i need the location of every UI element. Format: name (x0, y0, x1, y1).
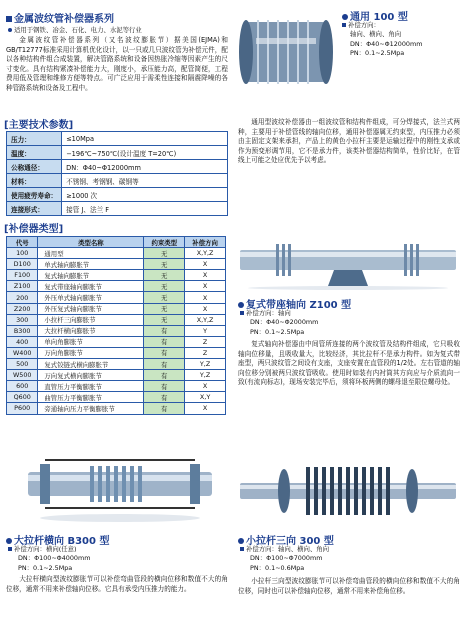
tech-value: ≤10Mpa (62, 132, 228, 146)
constraint-type: 有 (144, 381, 185, 392)
types-row (7, 381, 226, 392)
constraint-type: 有 (144, 336, 185, 347)
tech-row (7, 132, 228, 146)
types-table (6, 236, 226, 415)
type-name: 复式铰链式横向膨胀节 (38, 359, 144, 370)
type-code: 400 (7, 336, 38, 347)
b300-body: 大拉杆横向型波纹膨胀节可以补偿弯曲管段的横向位移和数值不大的角位移，通常不用来补偿轴向位移。它具有承受内压推力的能力。 (6, 575, 228, 593)
general-title: 通用 100 型 (342, 8, 408, 23)
types-column-header: 约束类型 (144, 237, 185, 248)
compensation-direction: X,Y (185, 392, 226, 403)
type-name: 通用型 (38, 248, 144, 259)
types-row (7, 314, 226, 325)
intro-title: 金属波纹管补偿器系列 (6, 10, 114, 25)
constraint-type: 无 (144, 270, 185, 281)
compensation-direction: X,Y,Z (185, 248, 226, 259)
types-row (7, 347, 226, 358)
tech-key: 材料： (7, 174, 62, 188)
type-name: 外压复式轴向膨胀节 (38, 303, 144, 314)
compensation-direction: X (185, 292, 226, 303)
type-code: Z200 (7, 303, 38, 314)
general-product-image (236, 8, 336, 96)
type-code: 200 (7, 292, 38, 303)
types-column-header: 代号 (7, 237, 38, 248)
types-column-header: 补偿方向 (185, 237, 226, 248)
tech-table (6, 131, 228, 216)
tech-key: 使用疲劳寿命： (7, 188, 62, 202)
constraint-type: 有 (144, 403, 185, 414)
types-row (7, 259, 226, 270)
tech-key: 温度： (7, 146, 62, 160)
bullet-icon (342, 23, 346, 27)
z100-product-image (236, 238, 460, 290)
compensation-direction: X (185, 303, 226, 314)
z100-specs: 补偿方向：轴向 DN：Φ40~Φ2000mm PN：0.1~2.5Mpa (240, 309, 460, 337)
constraint-type: 有 (144, 347, 185, 358)
type-name: 曲管压力平衡膨胀节 (38, 392, 144, 403)
type-code: W400 (7, 347, 38, 358)
b300-title: 大拉杆横向 B300 型 (6, 532, 109, 547)
types-row (7, 336, 226, 347)
s300-body: 小拉杆三向型波纹膨胀节可以补偿弯曲管段的横向位移和数值不大的角位移，同时也可以补偿轴向位移，通常不用来补偿角位移。 (238, 577, 460, 595)
types-row (7, 270, 226, 281)
types-row (7, 359, 226, 370)
type-code: 100 (7, 248, 38, 259)
tech-value: 接管 J、法兰 F (62, 202, 228, 216)
types-row (7, 281, 226, 292)
type-code: 300 (7, 314, 38, 325)
types-row (7, 392, 226, 403)
types-heading: [补偿器类型] (4, 224, 64, 235)
bullet-icon (238, 538, 244, 544)
constraint-type: 无 (144, 248, 185, 259)
tech-key: 公称通径： (7, 160, 62, 174)
type-code: Z100 (7, 281, 38, 292)
compensation-direction: X (185, 403, 226, 414)
compensation-direction: Y,Z (185, 370, 226, 381)
compensation-direction: X (185, 259, 226, 270)
bullet-icon (240, 547, 244, 551)
type-name: 旁通轴向压力平衡膨胀节 (38, 403, 144, 414)
square-bullet-icon (6, 16, 12, 22)
compensation-direction: Z (185, 336, 226, 347)
compensation-direction: Z (185, 347, 226, 358)
s300-product-image (236, 455, 460, 527)
constraint-type: 有 (144, 370, 185, 381)
tech-value: ≥1000 次 (62, 188, 228, 202)
type-name: 复式轴向膨胀节 (38, 270, 144, 281)
compensation-direction: X (185, 281, 226, 292)
tech-row (7, 174, 228, 188)
tech-row (7, 146, 228, 160)
type-name: 万向角膨胀节 (38, 347, 144, 358)
types-row (7, 248, 226, 259)
type-name: 万向复式横向膨胀节 (38, 370, 144, 381)
compensation-direction: Y,Z (185, 359, 226, 370)
constraint-type: 无 (144, 303, 185, 314)
constraint-type: 无 (144, 281, 185, 292)
type-code: D100 (7, 259, 38, 270)
bullet-icon (6, 538, 12, 544)
tech-row (7, 202, 228, 216)
compensation-direction: X (185, 381, 226, 392)
type-name: 复式带座轴向膨胀节 (38, 281, 144, 292)
type-code: P600 (7, 403, 38, 414)
general-specs: 补偿方向： 轴向、横向、角向 DN：Φ40~Φ12000mm PN：0.1~2.5Mpa (342, 21, 462, 59)
type-code: F100 (7, 270, 38, 281)
intro-bullet: 适用于钢铁、冶金、石化、电力、水泥等行业 (8, 26, 226, 35)
type-code: 600 (7, 381, 38, 392)
constraint-type: 有 (144, 359, 185, 370)
type-name: 单式轴向膨胀节 (38, 259, 144, 270)
bullet-icon (8, 28, 12, 32)
tech-heading: [主要技术参数] (4, 120, 74, 131)
tech-value: DN：Φ40~Φ12000mm (62, 160, 228, 174)
general-body: 通用型波纹补偿器由一组波纹管和结构件组成，可分焊接式，法兰式两种，主要用于补偿管线的轴向位移，通用补偿器属无约束型，内压推力必须由主固定支架来承担，产品上的黄色小拉杆主要是运输过程中的刚性支承或作为预变形调节用，它不是承力件，该类补偿器结构简单，性价比好，在管线上可能之处应优先予以考虑。 (238, 118, 460, 165)
compensation-direction: Y (185, 325, 226, 336)
bullet-icon (342, 14, 348, 20)
b300-specs: 补偿方向：横向(任意) DN：Φ100~Φ4000mm PN：0.1~2.5Mpa (8, 545, 228, 573)
intro-body: 金属波纹管补偿器系列（又名波纹膨胀节）据美国(EJMA)和GB/T12777标准采用计算机优化设计，以一只或几只波纹管为补偿元件，配以各种结构件组合成装置，解决管路系统和设备因热胀冷缩等因素产生的尺寸变化。具有结构紧凑补偿能力大，刚度小，承压能力高，配管简便，工程费用低及管理和维修方便等特点。可广泛应用于需柔性连接和隔震降噪的各种管路系统和设备及工程中。 (6, 36, 228, 92)
compensation-direction: X (185, 270, 226, 281)
s300-specs: 补偿方向：轴向、横向、角向 DN：Φ100~Φ7000mm PN：0.1~0.6Mpa (240, 545, 460, 573)
type-name: 外压单式轴向膨胀节 (38, 292, 144, 303)
constraint-type: 无 (144, 314, 185, 325)
types-row (7, 303, 226, 314)
tech-row (7, 188, 228, 202)
constraint-type: 无 (144, 259, 185, 270)
compensation-direction: X,Y,Z (185, 314, 226, 325)
constraint-type: 有 (144, 392, 185, 403)
bullet-icon (238, 302, 244, 308)
type-name: 小拉杆三向膨胀节 (38, 314, 144, 325)
type-code: Q600 (7, 392, 38, 403)
bullet-icon (240, 311, 244, 315)
type-code: B300 (7, 325, 38, 336)
bullet-icon (8, 547, 12, 551)
types-column-header: 类型名称 (38, 237, 144, 248)
z100-title: 复式带座轴向 Z100 型 (238, 296, 351, 311)
type-name: 单向角膨胀节 (38, 336, 144, 347)
type-name: 直管压力平衡膨胀节 (38, 381, 144, 392)
type-code: W500 (7, 370, 38, 381)
tech-key: 连接形式： (7, 202, 62, 216)
constraint-type: 无 (144, 292, 185, 303)
types-row (7, 370, 226, 381)
tech-key: 压力： (7, 132, 62, 146)
type-name: 大拉杆横向膨胀节 (38, 325, 144, 336)
z100-body: 复式轴向补偿器由中间管所连接的两个波纹管及结构件组成，它只吸收轴向位移量，且吸收量大，比较经济，其比拉杆不是承力构件。如为复式带座型，两只波纹管之间设有支座，支座安置在直管段的1/2处。左右管道的轴向位移分别被两只波纹管吸收。使用时如装有内衬筒其方向应与介质流向一致(有流向标志)，现场安装完毕后，须将环板两侧的螺母退至限位螺母处。 (238, 340, 460, 387)
tech-value: −196℃~750℃(设计温度 T=20℃) (62, 146, 228, 160)
tech-row (7, 160, 228, 174)
tech-value: 不锈钢、考钢钢、碳钢等 (62, 174, 228, 188)
type-code: 500 (7, 359, 38, 370)
s300-title: 小拉杆三向 300 型 (238, 532, 334, 547)
constraint-type: 有 (144, 325, 185, 336)
b300-product-image (20, 444, 220, 524)
types-row (7, 403, 226, 414)
types-row (7, 325, 226, 336)
types-row (7, 292, 226, 303)
